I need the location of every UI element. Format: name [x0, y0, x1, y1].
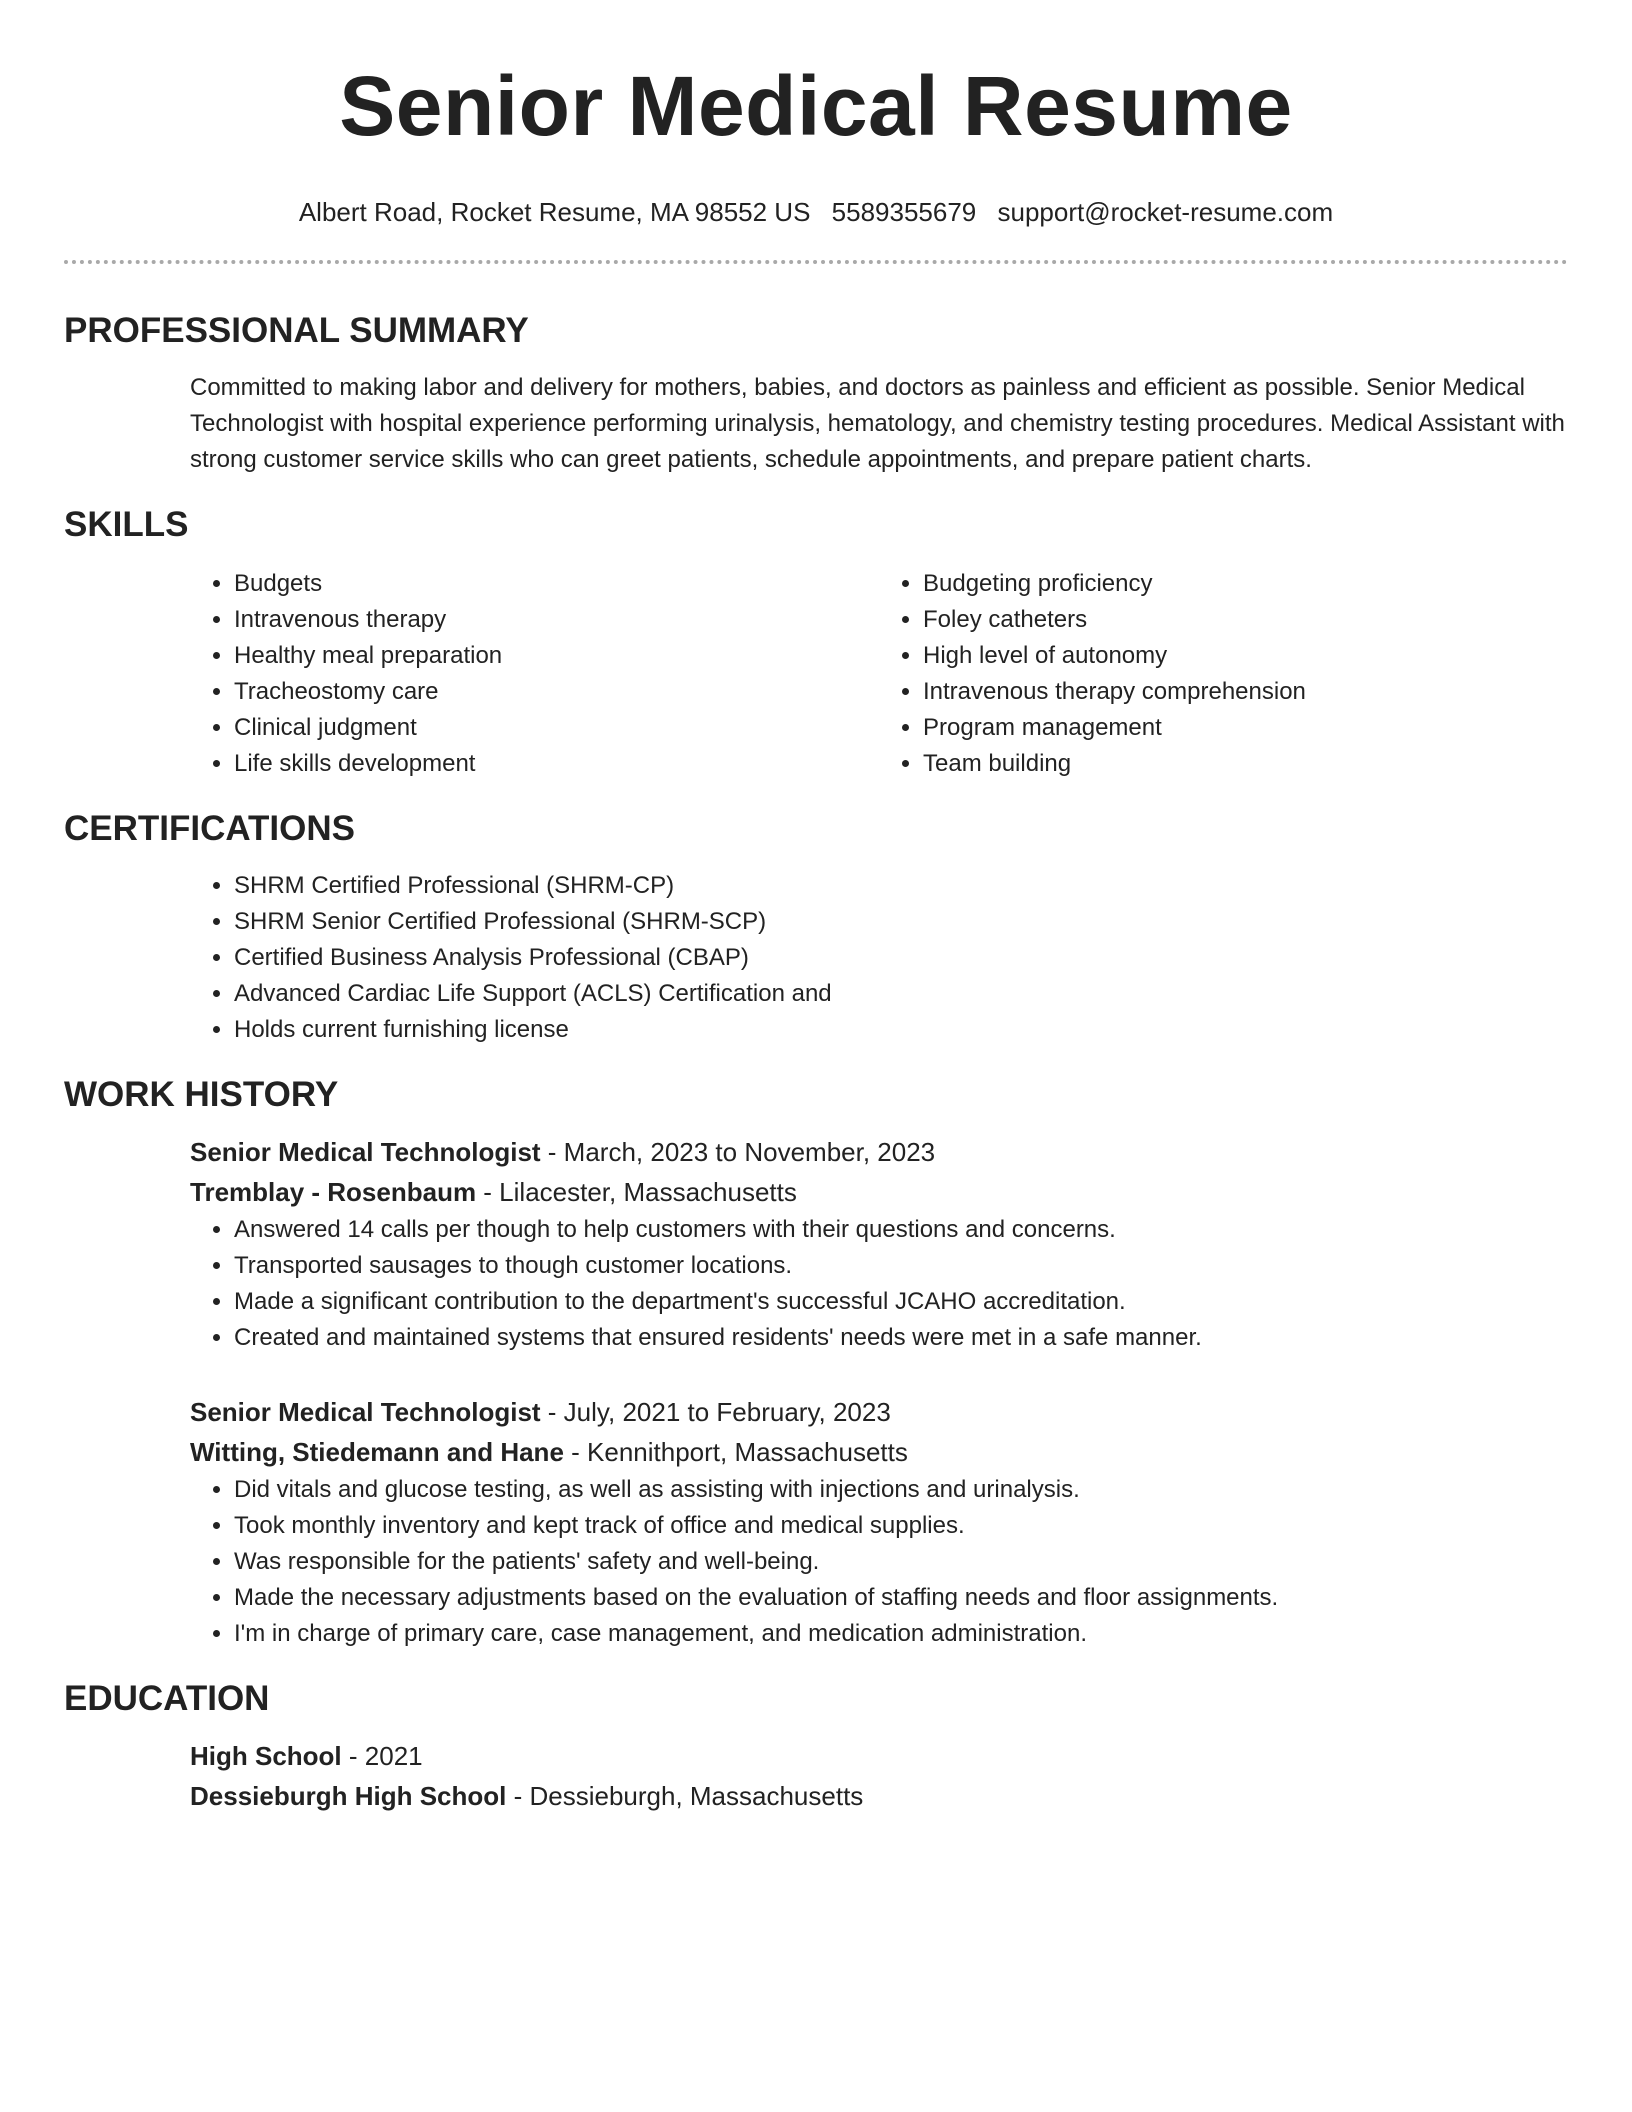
- skill-item: • Intravenous therapy: [234, 602, 879, 638]
- education-location: - Dessieburgh, Massachusetts: [506, 1781, 864, 1811]
- job-title: Senior Medical Technologist: [190, 1137, 541, 1167]
- education-heading: EDUCATION: [64, 1679, 270, 1718]
- job-duty-item: • I'm in charge of primary care, case management, and medication administration.: [234, 1616, 1568, 1652]
- job-company-line: [190, 1172, 1568, 1212]
- summary-heading: PROFESSIONAL SUMMARY: [64, 311, 529, 350]
- job-company: Tremblay - Rosenbaum: [190, 1177, 477, 1207]
- job-dates: - July, 2021 to February, 2023: [540, 1397, 891, 1427]
- skill-item: • Budgeting proficiency: [923, 566, 1568, 602]
- skill-item: • Healthy meal preparation: [234, 638, 879, 674]
- certification-item: • SHRM Senior Certified Professional (SHRM-SCP): [234, 904, 1568, 940]
- certifications-section: [64, 868, 1568, 1048]
- job-dates: - March, 2023 to November, 2023: [540, 1137, 936, 1167]
- job-duty-item: • Made the necessary adjustments based on the evaluation of staffing needs and floor assignments.: [234, 1580, 1568, 1616]
- skill-item: • Tracheostomy care: [234, 674, 879, 710]
- job-duty-item: • Made a significant contribution to the department's successful JCAHO accreditation.: [234, 1284, 1568, 1320]
- skill-item: • Clinical judgment: [234, 710, 879, 746]
- job-duty-item: • Created and maintained systems that ensured residents' needs were met in a safe manner.: [234, 1320, 1568, 1356]
- education-section: [64, 1736, 1568, 1816]
- skill-item: • Budgets: [234, 566, 879, 602]
- certification-item: • Holds current furnishing license: [234, 1012, 1568, 1048]
- contact-email: support@rocket-resume.com: [997, 197, 1334, 227]
- summary-section: [64, 370, 1568, 478]
- job-duty-item: • Was responsible for the patients' safety and well-being.: [234, 1544, 1568, 1580]
- work-history-section: [64, 1132, 1568, 1652]
- skills-list-left: [190, 566, 879, 782]
- certifications-heading: CERTIFICATIONS: [64, 809, 356, 848]
- job-title-line: [190, 1132, 1568, 1172]
- summary-text: Committed to making labor and delivery for mothers, babies, and doctors as painless and efficient as possible. Senior Medical Technologist with hospital experience performing urinalysis, hematology, and chemistry testing procedures. Medical Assistant with strong customer service skills who can greet patients, schedule appointments, and prepare patient charts.: [190, 374, 1565, 473]
- certification-item: • Advanced Cardiac Life Support (ACLS) Certification and: [234, 976, 1568, 1012]
- skill-item: • Team building: [923, 746, 1568, 782]
- job-duty-item: • Transported sausages to though customer locations.: [234, 1248, 1568, 1284]
- contact-phone: 5589355679: [831, 197, 977, 227]
- certification-item: • Certified Business Analysis Professional (CBAP): [234, 940, 1568, 976]
- education-school: Dessieburgh High School: [190, 1781, 507, 1811]
- contact-address: Albert Road, Rocket Resume, MA 98552 US: [298, 197, 811, 227]
- job-duties-list: [190, 1212, 1568, 1356]
- job-duty-item: • Took monthly inventory and kept track of office and medical supplies.: [234, 1508, 1568, 1544]
- certification-item: • SHRM Certified Professional (SHRM-CP): [234, 868, 1568, 904]
- skill-item: • Life skills development: [234, 746, 879, 782]
- job-entry: [190, 1392, 1568, 1652]
- education-school-line: [190, 1776, 1568, 1816]
- certifications-list: [190, 868, 1568, 1048]
- education-degree-line: [190, 1736, 1568, 1776]
- job-title-line: [190, 1392, 1568, 1432]
- education-year: - 2021: [341, 1741, 423, 1771]
- job-duty-item: • Did vitals and glucose testing, as well as assisting with injections and urinalysis.: [234, 1472, 1568, 1508]
- skills-section: [64, 566, 1568, 782]
- job-company-line: [190, 1432, 1568, 1472]
- header-divider: [64, 260, 1568, 264]
- skill-item: • Foley catheters: [923, 602, 1568, 638]
- work-history-heading: WORK HISTORY: [64, 1075, 339, 1114]
- skill-item: • High level of autonomy: [923, 638, 1568, 674]
- job-company: Witting, Stiedemann and Hane: [190, 1437, 564, 1467]
- job-title: Senior Medical Technologist: [190, 1397, 541, 1427]
- skill-item: • Program management: [923, 710, 1568, 746]
- job-duty-item: • Answered 14 calls per though to help customers with their questions and concerns.: [234, 1212, 1568, 1248]
- job-location: - Lilacester, Massachusetts: [476, 1177, 797, 1207]
- skills-list-right: [879, 566, 1568, 782]
- skill-item: • Intravenous therapy comprehension: [923, 674, 1568, 710]
- education-degree: High School: [190, 1741, 342, 1771]
- contact-line: [64, 196, 1568, 228]
- job-location: - Kennithport, Massachusetts: [563, 1437, 908, 1467]
- job-duties-list: [190, 1472, 1568, 1652]
- resume-title: Senior Medical Resume: [339, 59, 1293, 153]
- job-entry: [190, 1132, 1568, 1356]
- skills-heading: SKILLS: [64, 505, 189, 544]
